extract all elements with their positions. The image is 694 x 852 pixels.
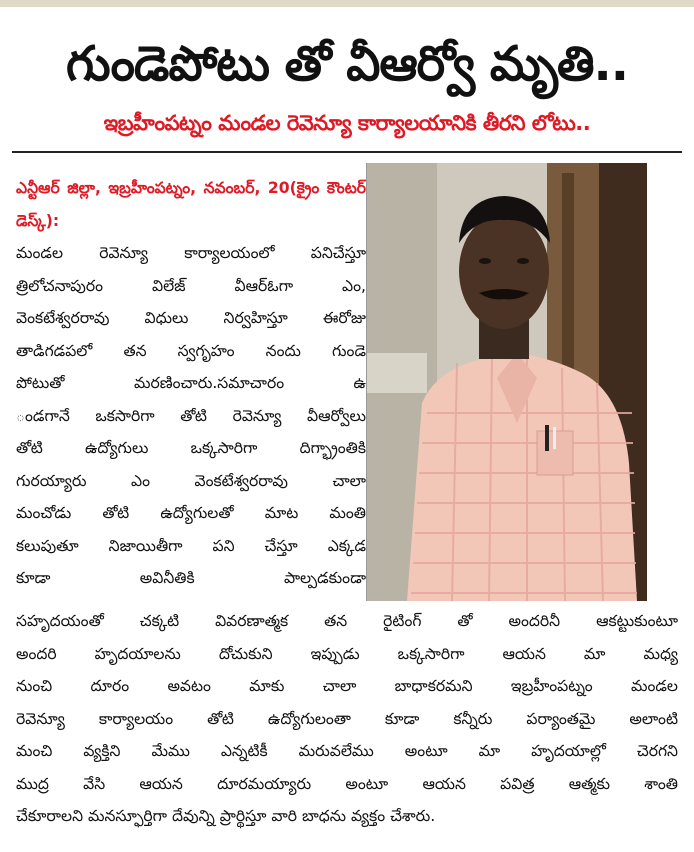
body-line: ముద్ర వేసి ఆయన దూరమయ్యారు అంటూ ఆయన పవిత్ర ఆత్మకు శాంతి <box>16 774 678 793</box>
column-line: కూడా అవినీతికి పాల్పడకుండా <box>16 569 366 587</box>
column-line: పోటుతో మరణించారు.సమాచారం ఉ <box>16 374 366 392</box>
column-line: తోటి ఉద్యోగులు ఒక్కసారిగా దిగ్భ్రాంతికి <box>16 439 366 457</box>
column-line: గురయ్యారు ఎం వెంకటేశ్వరరావు చాలా <box>16 471 366 490</box>
column-line: కలుపుతూ నిజాయితీగా పని చేస్తూ ఎక్కడ <box>16 536 366 555</box>
body-line: మంచి వ్యక్తిని మేము ఎన్నటికీ మరువలేము అంటూ మా హృదయాల్లో చెరగని <box>16 742 678 760</box>
column-line: ండగానే ఒకసారిగా తోటి రెవెన్యూ వీఆర్వోలు <box>16 406 366 425</box>
article-column <box>16 172 366 595</box>
subheadline: ఇబ్రహీంపట్నం మండల రెవెన్యూ కార్యాలయానికి తీరని లోటు.. <box>103 111 591 135</box>
column-line: త్రిలోచనాపురం విలేజ్ వీఆర్ఓగా ఎం, <box>16 276 366 295</box>
body-line: నుంచి దూరం అవటం మాకు చాలా బాధాకరమని ఇబ్రహీంపట్నం మండల <box>16 677 678 695</box>
dateline-block <box>16 172 366 237</box>
portrait-photo <box>366 163 647 601</box>
column-line: మండల రెవెన్యూ కార్యాలయంలో పనిచేస్తూ <box>16 244 366 262</box>
body-line: అందరి హృదయాలను దోచుకుని ఇప్పుడు ఒక్కసారిగా ఆయన మా మధ్య <box>16 644 678 663</box>
body-line: చేకూరాలని మనస్ఫూర్తిగా దేవున్ని ప్రార్థిస్తూ వారి బాధను వ్యక్తం చేశారు. <box>16 807 436 825</box>
dateline: ఎన్టీఆర్ జిల్లా, ఇబ్రహీంపట్నం, నవంబర్, 20(క్రైం కౌంటర్ డెస్క్): <box>16 179 366 230</box>
column-line: మంచోడు తోటి ఉద్యోగులతో మాట మంతి <box>16 504 366 522</box>
portrait-illustration <box>367 163 647 601</box>
top-rule <box>0 0 694 7</box>
body-line: సహృదయంతో చక్కటి వివరణాత్మక తన రైటింగ్ తో అందరినీ ఆకట్టుకుంటూ <box>16 612 678 630</box>
column-line: వెంకటేశ్వరరావు విధులు నిర్వహిస్తూ ఈరోజు <box>16 309 366 327</box>
column-line: తాడిగడపలో తన స్వగృహం నందు గుండె <box>16 341 366 360</box>
body-line: రెవెన్యూ కార్యాలయం తోటి ఉద్యోగులంతా కూడా కన్నీరు పర్యాంతమై అలాంటి <box>16 709 678 728</box>
headline: గుండెపోటు తో వీఆర్వో మృతి.. <box>66 36 628 92</box>
headline-divider <box>12 151 682 153</box>
article-full-width <box>16 605 678 833</box>
